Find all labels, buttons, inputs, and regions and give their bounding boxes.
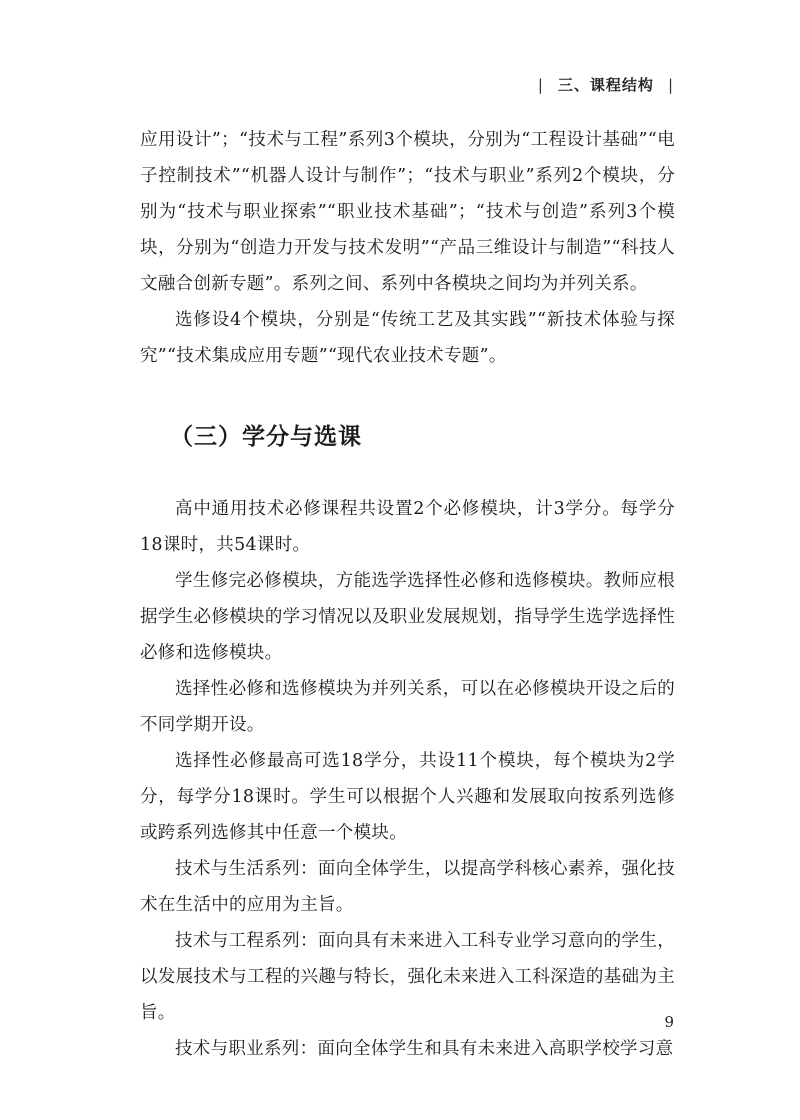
page-number: 9 xyxy=(664,1013,674,1031)
running-header xyxy=(538,74,674,95)
credits-text-block xyxy=(140,491,675,1067)
header-divider-right: | xyxy=(667,75,674,94)
paragraph: 技术与工程系列：面向具有未来进入工科专业学习意向的学生，以发展技术与工程的兴趣与特长，强化未来进入工科深造的基础为主旨。 xyxy=(140,931,675,1023)
continued-paragraph: 应用设计”；“技术与工程”系列3个模块，分别为“工程设计基础”“电子控制技术”“机器人设计与制作”；“技术与职业”系列2个模块，分别为“技术与职业探索”“职业技术基础”；“技术与创造”系列3个模块，分别为“创造力开发与技术发明”“产品三维设计与制造”“科技人文融合创新专题”。系列之间、系列中各模块之间均为并列关系。 xyxy=(140,130,675,294)
elective-paragraph: 选修设4个模块，分别是“传统工艺及其实践”“新技术体验与探究”“技术集成应用专题”“现代农业技术专题”。 xyxy=(140,310,675,366)
paragraph: 技术与职业系列：面向全体学生和具有未来进入高职学校学习意 xyxy=(175,1039,674,1059)
paragraph: 高中通用技术必修课程共设置2个必修模块，计3学分。每学分18课时，共54课时。 xyxy=(140,499,675,555)
section-heading: （三）学分与选课 xyxy=(170,424,362,450)
paragraph: 选择性必修和选修模块为并列关系，可以在必修模块开设之后的不同学期开设。 xyxy=(140,679,675,735)
paragraph: 学生修完必修模块，方能选学选择性必修和选修模块。教师应根据学生必修模块的学习情况以及职业发展规划，指导学生选学选择性必修和选修模块。 xyxy=(140,571,675,663)
header-divider-left: | xyxy=(537,75,544,94)
top-text-block xyxy=(140,122,675,374)
paragraph: 技术与生活系列：面向全体学生，以提高学科核心素养，强化技术在生活中的应用为主旨。 xyxy=(140,859,675,915)
paragraph: 选择性必修最高可选18学分，共设11个模块，每个模块为2学分，每学分18课时。学生可以根据个人兴趣和发展取向按系列选修或跨系列选修其中任意一个模块。 xyxy=(140,751,675,843)
header-section-title: 三、课程结构 xyxy=(557,76,654,94)
